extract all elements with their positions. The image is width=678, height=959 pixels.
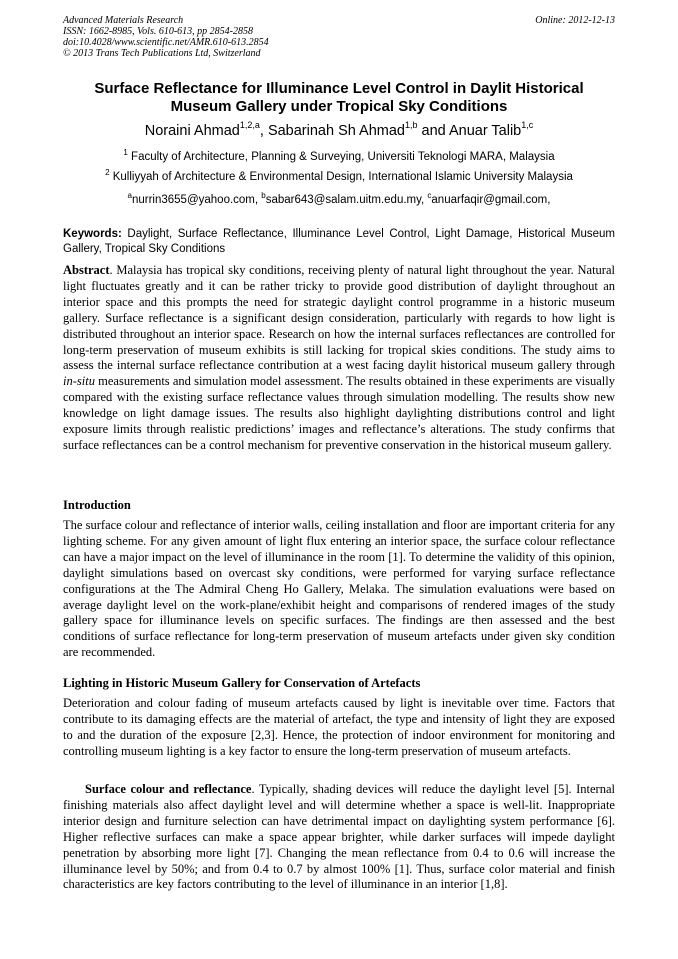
author-1-affiliation: 1,2,a [239,120,260,130]
abstract-label: Abstract [63,263,110,277]
affiliation-1 [63,150,615,164]
journal-header [63,15,615,59]
email-a-marker: a [127,191,132,200]
abstract-paragraph [63,263,615,454]
keywords-text: Daylight, Surface Reflectance, Illuminance Level Control, Light Damage, Historical Museum Gallery, Tropical Sky Conditions [63,228,615,255]
keywords-label: Keywords: [63,228,122,240]
email-b[interactable]: sabar643@salam.uitm.edu.my, [265,194,428,206]
journal-name: Advanced Materials Research [63,15,184,26]
title-line-1: Surface Reflectance for Illuminance Level Control in Daylit Historical [94,80,584,97]
surface-colour-label: Surface colour and reflectance [85,782,252,796]
paper-title [63,80,615,116]
lighting-paragraph-2 [63,782,615,893]
affiliation-2-marker: 2 [105,168,110,177]
email-c[interactable]: anuarfaqir@gmail.com, [431,194,551,206]
abstract-text-2: measurements and simulation model assessment. The results obtained in these experiments are visually compared with the existing surface reflectance values through simulation modelling. The results show new knowledge on light damage issues. The results also highlight daylighting distributions control and light exposure limits through realistic predictions’ images and reflectance’s alterations. The study confirms that surface reflectances can be a control mechanism for preventive conservation in the historical museum gallery. [63,374,615,452]
lighting-paragraph-2-text: . Typically, shading devices will reduce the daylight level [5]. Internal finishing materials also affect daylight level and will determine whether a space is well-lit. Inappropriate interior design and furniture selection can have detrimental impact on daylighting system performance [6]. Higher reflective surfaces can make a space appear brighter, while darker surfaces will impede daylight penetration by absorbing more light [7]. Changing the mean reflectance from 0.4 to 0.6 will increase the illuminance level by 50%; and from 0.4 to 0.7 by almost 100% [1]. Thus, surface color material and finish characteristics are key factors contributing to the level of illuminance in an interior [1,8]. [63,782,615,892]
journal-copyright: © 2013 Trans Tech Publications Ltd, Switzerland [63,48,261,59]
affiliation-2 [63,170,615,184]
journal-doi[interactable]: doi:10.4028/www.scientific.net/AMR.610-613.2854 [63,37,269,48]
abstract [63,263,615,454]
author-2-affiliation: 1,b [404,120,418,130]
email-a[interactable]: nurrin3655@yahoo.com, [131,194,262,206]
lighting-section-heading: Lighting in Historic Museum Gallery for Conservation of Artefacts [63,676,421,690]
author-list [63,122,615,140]
abstract-italic: in-situ [63,374,95,389]
keywords [63,227,615,257]
journal-issn: ISSN: 1662-8985, Vols. 610-613, pp 2854-2858 [63,26,253,37]
introduction-heading: Introduction [63,498,131,512]
introduction-body [63,518,615,661]
affiliation-1-text: Faculty of Architecture, Planning & Surveying, Universiti Teknologi MARA, Malaysia [127,151,555,163]
author-3: Anuar Talib [448,123,522,139]
title-line-2: Museum Gallery under Tropical Sky Conditions [170,98,508,115]
email-c-marker: c [427,191,432,200]
affiliation-1-marker: 1 [123,148,128,157]
online-date: Online: 2012-12-13 [535,15,615,26]
abstract-text-1: . Malaysia has tropical sky conditions, receiving plenty of natural light throughout the year. Natural light fluctuates greatly and it can be rather tricky to provide good distribution of daylight throughout an interior space and this prompts the need for strategic daylight control programme in a historic museum gallery. Surface reflectance is a significant design consideration, particularly with regards to how light is distributed throughout an interior space. Research on how the internal surfaces reflectances are controlled for long-term preservation of museum exhibits is still lacking for tropical skies conditions. The study aims to assess the internal surface reflectance contribution at a west facing daylit historical museum gallery through [63,263,615,373]
email-b-marker: b [261,191,266,200]
affiliation-2-text: Kulliyyah of Architecture & Environmental Design, International Islamic University Malaysia [109,171,573,183]
author-3-affiliation: 1,c [521,120,534,130]
author-1: Noraini Ahmad [144,123,240,139]
author-2: Sabarinah Sh Ahmad [267,123,405,139]
author-separator: and [417,123,449,139]
introduction-paragraph: The surface colour and reflectance of interior walls, ceiling installation and floor are important criteria for any lighting scheme. For any given amount of light flux entering an interior space, the surface colour reflectance can have a major impact on the level of illuminance in the room [1]. To determine the validity of this opinion, daylight simulations based on overcast sky conditions, were performed for varying surface reflectance configurations at the The Admiral Cheng Ho Gallery, Melaka. The simulation evaluations were based on average daylight level on the work-plane/exhibit height and comparisons of rendered images of the study gallery space for illuminance levels on specific surfaces. The findings are then assessed and the best conditions of surface reflectance for long-term preservation of museum artefacts under given sky condition are recommended. [63,518,615,660]
author-separator: , [259,123,268,139]
lighting-body-1 [63,696,615,760]
lighting-body-2 [63,782,615,893]
author-emails [63,193,615,207]
lighting-paragraph-1: Deterioration and colour fading of museum artefacts caused by light is inevitable over time. Factors that contribute to its damaging effects are the material of artefact, the type and intensity of light they are exposed to and the duration of the exposure [2,3]. Hence, the protection of indoor environment for monitoring and controlling museum lighting is a key factor to ensure the long-term preservation of museum artefacts. [63,696,615,758]
